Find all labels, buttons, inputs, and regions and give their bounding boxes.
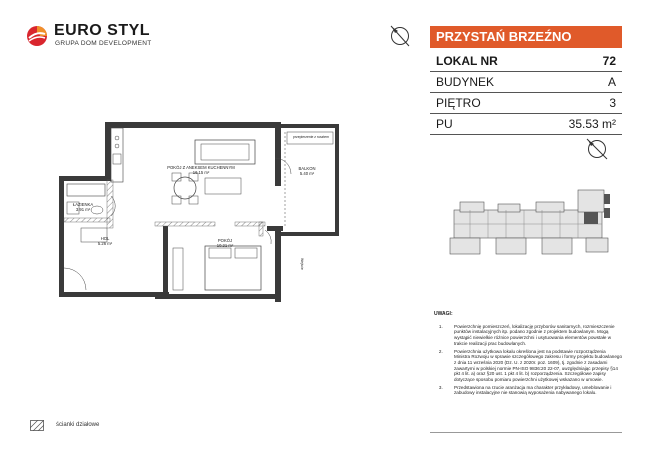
legend-label: ścianki działowe <box>56 422 100 428</box>
brand-subtitle: GRUPA DOM DEVELOPMENT <box>55 40 152 47</box>
selected-unit-marker <box>584 212 598 224</box>
unit-info-panel <box>430 26 622 135</box>
room-label-bathroom: ŁAZIENKA <box>72 202 94 207</box>
info-value: 3 <box>609 96 616 110</box>
project-title: PRZYSTAŃ BRZEŹNO <box>430 26 622 48</box>
info-value: 35.53 m² <box>568 117 616 131</box>
note-item: 3. Przedstawiona na rzucie aranżacja ma charakter przykładowy, umeblowanie i zabudowy instalacyjne nie stanowią wyposażenia nabywanego lokalu. <box>444 385 622 396</box>
north-arrow-icon <box>388 23 412 49</box>
info-row-area <box>430 114 622 135</box>
room-label-living: POKÓJ Z ANEKSEM KUCHENNYM <box>167 165 235 170</box>
room-label-balcony: BALKON <box>298 166 316 171</box>
info-label: LOKAL NR <box>436 54 498 68</box>
room-label-hall: HOL <box>100 236 110 241</box>
partition-label: przepierzenie z rusztem <box>293 135 329 139</box>
room-area-hall: 5.26 m² <box>97 241 113 246</box>
notes-section <box>430 312 622 398</box>
euro-styl-logo-icon <box>26 25 48 47</box>
floor-plan <box>55 118 355 303</box>
note-item: 2. Powierzchnia użytkowa lokalu określona jest na podstawie rozporządzenia Ministra Rozwoju w sprawie szczegółowego zakresu i formy projektu budowlanego z dnia 11 września 2020 (Dz. U. z 2020r. poz. 1609), tj. zgodnie z zasadami zawartymi w polskiej normie PN-ISO 9836:20 22-07, uwzględniając przepisy §14 pkt 4 lit. a) oraz §20 ust. 1 pkt 4 lit. b) rozporządzenia. Szczegółowe zapisy dotyczące sposobu pomiaru powierzchni użytkowej wskazano w umowie. <box>444 349 622 383</box>
room-label-bedroom: POKÓJ <box>217 238 233 243</box>
room-area-bedroom: 10.21 m² <box>216 243 234 248</box>
info-label: PU <box>436 117 453 131</box>
info-row-building <box>430 72 622 93</box>
room-area-living: 16.15 m² <box>192 170 210 175</box>
notes-title: UWAGI: <box>434 311 453 317</box>
info-row-unit-number <box>430 51 622 72</box>
info-value: A <box>607 75 616 89</box>
north-arrow-small-icon <box>584 136 610 162</box>
info-value: 72 <box>602 54 616 68</box>
entrance-label: Wejście <box>300 258 304 270</box>
room-area-balcony: 5.40 m² <box>299 171 315 176</box>
info-label: BUDYNEK <box>436 75 495 89</box>
info-label: PIĘTRO <box>436 96 481 110</box>
building-key-plan <box>440 188 618 266</box>
brand-name: EURO STYL <box>54 22 151 39</box>
note-item: 1. Powierzchnię pomieszczeń, lokalizację przyborów sanitarnych, rozmieszczenie punktów instalacyjnych itp. podano zgodnie z projektem budowlanym. Mogą wystąpić niewielkie różnice powierzchni i usytuowania elementów powstałe w trakcie realizacji prac budowlanych. <box>444 324 622 347</box>
notes-divider <box>430 432 622 433</box>
info-row-floor <box>430 93 622 114</box>
room-area-bathroom: 3.91 m² <box>75 207 91 212</box>
partition-hatch-icon <box>30 420 44 431</box>
